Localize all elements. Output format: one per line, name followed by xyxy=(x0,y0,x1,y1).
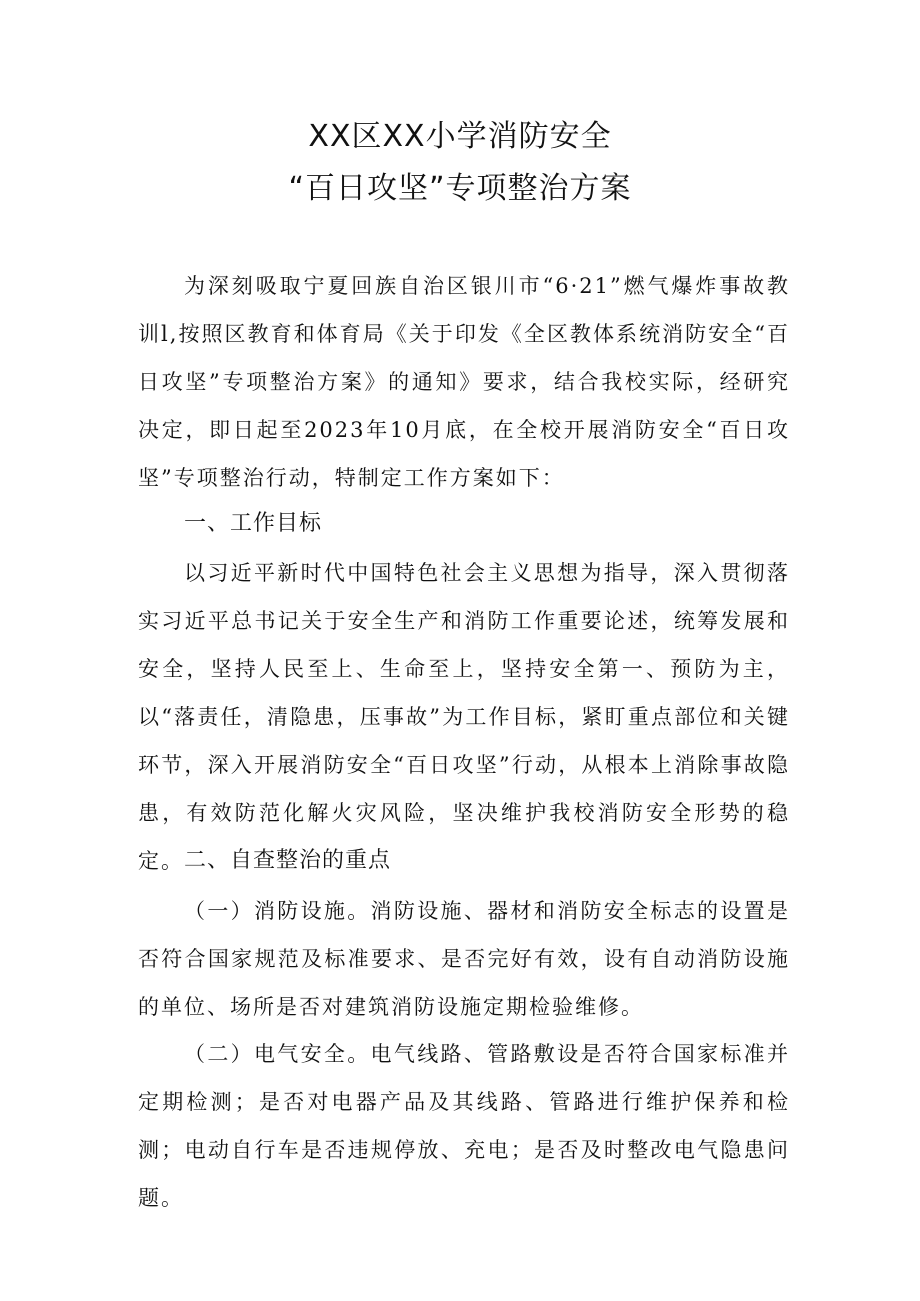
document-title-line-1: XX区XX小学消防安全 xyxy=(308,119,612,154)
intro-paragraph: 为深刻吸取宁夏回族自治区银川市“6·21”燃气爆炸事故教训l,按照区教育和体育局《关于印发《全区教体系统消防安全“百日攻坚”专项整治方案》的通知》要求，结合我校实际，经研究决定，即日起至2023年10月底，在全校开展消防安全“百日攻坚”专项整治行动，特制定工作方案如下： xyxy=(138,274,790,490)
document-title-line-2: “百日攻坚”专项整治方案 xyxy=(288,171,632,206)
item-1-paragraph: （一）消防设施。消防设施、器材和消防安全标志的设置是否符合国家规范及标准要求、是否完好有效，设有自动消防设施的单位、场所是否对建筑消防设施定期检验维修。 xyxy=(138,899,790,1019)
item-2-paragraph: （二）电气安全。电气线路、管路敷设是否符合国家标准并定期检测；是否对电器产品及其线路、管路进行维护保养和检测；电动自行车是否违规停放、充电；是否及时整改电气隐患问题。 xyxy=(138,1042,790,1210)
section-1-paragraph: 以习近平新时代中国特色社会主义思想为指导，深入贯彻落实习近平总书记关于安全生产和消防工作重要论述，统筹发展和安全，坚持人民至上、生命至上，坚持安全第一、预防为主，以“落责任，清隐患，压事故”为工作目标，紧盯重点部位和关键环节，深入开展消防安全“百日攻坚”行动，从根本上消除事故隐患，有效防范化解火灾风险，坚决维护我校消防安全形势的稳定。 xyxy=(138,561,790,873)
item-1-block xyxy=(138,887,790,1031)
section-1-heading: 一、工作目标 xyxy=(184,511,323,536)
section-1-block xyxy=(138,549,790,885)
section-2-heading: 二、自查整治的重点 xyxy=(184,848,392,873)
item-2-block xyxy=(138,1030,790,1222)
intro-block xyxy=(138,262,790,502)
